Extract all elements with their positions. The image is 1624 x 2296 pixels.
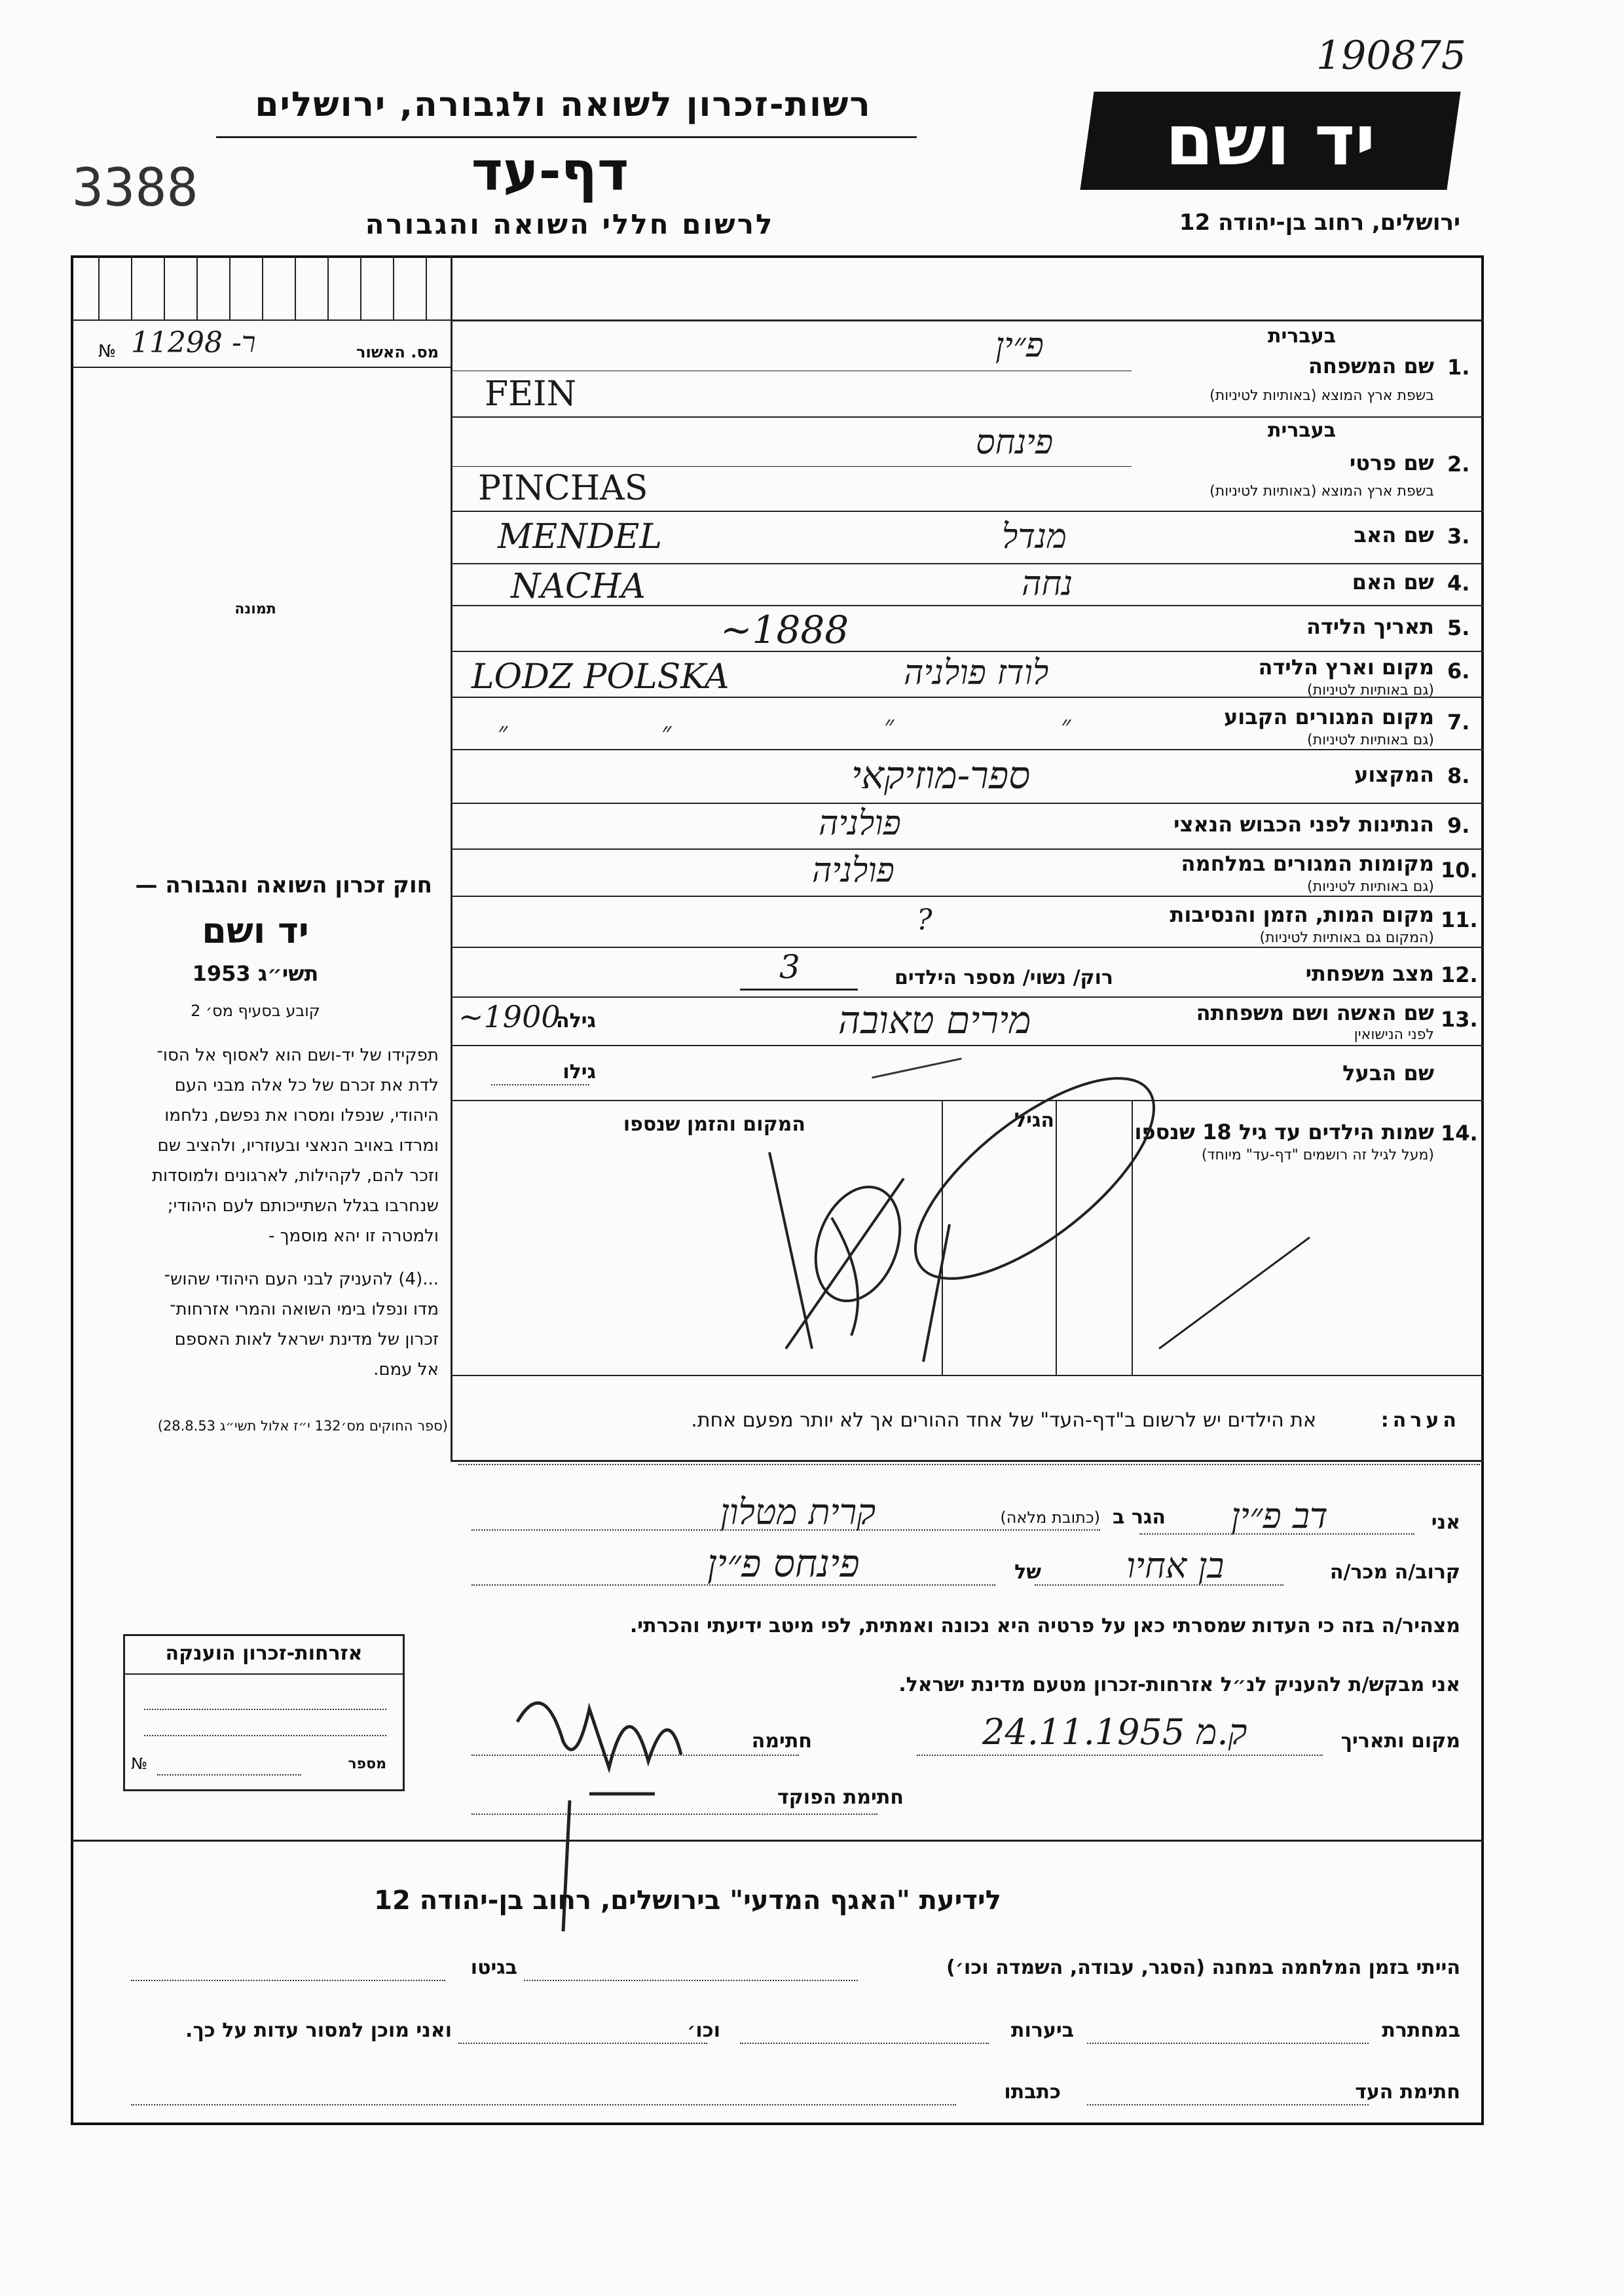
children-col-place: המקום והזמן שנספו: [623, 1113, 805, 1136]
citizenship-box-line-1: [144, 1709, 386, 1710]
field-9-num: 9.: [1447, 813, 1470, 838]
decl-of-label: של: [1014, 1561, 1041, 1584]
bottom-address-label: כתבתו: [1004, 2081, 1061, 2104]
field-7-ditto-1: ״: [1061, 710, 1071, 740]
field-1-num: 1.: [1447, 355, 1470, 380]
bottom-separator: [71, 1840, 1484, 1842]
bottom-etc-label: וכו׳: [687, 2019, 720, 2042]
field-13-num: 13.: [1441, 1007, 1478, 1032]
law-clause: קובע בסעיף מס׳ 2: [191, 1002, 320, 1020]
decl-of-value: פינחס פ״ין: [707, 1541, 860, 1586]
field-8-num: 8.: [1447, 763, 1470, 788]
law-title: חוק זכרון השואה והגבורה —: [135, 872, 432, 898]
bottom-ghetto-label: בגיטו: [470, 1956, 517, 1979]
field-2-num: 2.: [1447, 452, 1470, 477]
field-10-num: 10.: [1441, 858, 1478, 883]
field-7-num: 7.: [1447, 710, 1470, 735]
bottom-forests-label: ביערות: [1011, 2019, 1074, 2042]
citizenship-box-prefix: №: [131, 1755, 147, 1773]
field-1-value-latin: FEIN: [485, 374, 577, 414]
bottom-witness-signature-line: [1087, 2104, 1369, 2105]
citizenship-box-number-label: מספר: [348, 1756, 386, 1772]
field-6-value-he: לודז פולניה: [904, 653, 1049, 693]
children-label: שמות הילדים עד גיל 18 שנספו: [1134, 1120, 1434, 1144]
bottom-etc-line: [458, 2043, 707, 2044]
field-13-sub: לפני הנישואין: [1354, 1027, 1434, 1043]
field-3-value-latin: MENDEL: [498, 517, 662, 556]
field-5-label: תאריך הלידה: [1306, 614, 1434, 639]
logo-text: יד ושם: [1165, 100, 1376, 181]
field-2-value-latin: PINCHAS: [478, 469, 648, 508]
field-12-value: 3: [779, 948, 800, 986]
field-1-hint: בעברית: [1268, 325, 1336, 348]
bottom-title: לידיעת "האגף המדעי" בירושלים, רחוב בן-יהודה 12: [374, 1886, 1001, 1916]
field-6-sub: (גם באותיות לטיניות): [1307, 682, 1434, 699]
decl-resides-hint: (כתובת מלאה): [1000, 1508, 1100, 1527]
bottom-address-line: [131, 2104, 956, 2105]
bottom-underground-line: [1087, 2043, 1369, 2044]
field-husband-age-label: גילו: [563, 1061, 596, 1084]
field-2-label: שם פרטי: [1349, 450, 1434, 475]
bottom-camp-line: [524, 1980, 858, 1981]
field-6-value-latin: LODZ POLSKA: [471, 657, 729, 697]
field-2-sub: בשפת ארץ המוצא (באותיות לטיניות): [1209, 483, 1434, 500]
form-title: דף-עד: [471, 141, 629, 203]
citizenship-box-line-2: [144, 1735, 386, 1736]
field-5-value: ~1888: [720, 608, 849, 652]
citizenship-box-title: אזרחות-זכרון הוענקה: [165, 1642, 363, 1665]
bottom-ready-label: ואני מוכן למסור עדות על כך.: [185, 2019, 452, 2042]
note-text: את הילדים יש לרשום ב"דף-העד" של אחד ההורים אך לא יותר מפעם אחת.: [691, 1409, 1316, 1432]
field-1-value-he: פ״ין: [995, 326, 1044, 365]
decl-officer-signature-label: חתימת הפוקד: [777, 1786, 904, 1809]
field-7-ditto-4: ״: [498, 717, 508, 747]
field-1-label: שם המשפחה: [1308, 354, 1434, 378]
bottom-forests-line: [740, 2043, 989, 2044]
corner-number: 190875: [1316, 33, 1467, 79]
field-11-sub: (המקום גם באותיות לטיניות): [1259, 930, 1434, 946]
law-name: יד ושם: [202, 910, 309, 951]
field-3-num: 3.: [1447, 524, 1470, 549]
citizenship-box-number-line: [157, 1774, 301, 1776]
citizenship-box-title-line: [123, 1673, 405, 1675]
field-5-num: 5.: [1447, 615, 1470, 640]
photo-label: תמונה: [234, 601, 276, 617]
field-9-label: הנתינות לפני הכבוש הנאצי: [1173, 812, 1434, 837]
field-7-ditto-3: ״: [661, 717, 672, 747]
decl-resides-value: קרית מטלון: [720, 1491, 876, 1533]
bottom-ghetto-line: [131, 1980, 445, 1981]
bottom-witness-signature-label: חתימת העד: [1355, 2081, 1460, 2104]
approval-prefix: №: [98, 342, 117, 361]
approval-value: 11298 -ר: [131, 326, 256, 359]
children-sub: (מעל לגיל זה רושמים "דף-עד" מיוחד): [1201, 1147, 1434, 1163]
approval-label: מס. האשור: [356, 343, 439, 361]
field-12-label: מצב משפחתי: [1305, 961, 1434, 986]
field-12-options: רוק/ נשוי/ מספר הילדים: [894, 966, 1113, 989]
field-12-num: 12.: [1441, 962, 1478, 987]
field-8-value-he: ספר-מוזיקאי: [851, 753, 1031, 797]
field-4-value-latin: NACHA: [511, 567, 646, 606]
field-8-label: המקצוע: [1354, 762, 1434, 787]
decl-relative-value: בן אחיו: [1126, 1545, 1225, 1586]
decl-i-value: דב פ״ין: [1231, 1495, 1328, 1537]
field-1-sub: בשפת ארץ המוצא (באותיות לטיניות): [1209, 388, 1434, 404]
field-9-value-he: פולניה: [819, 804, 901, 843]
field-7-ditto-2: ״: [884, 710, 895, 740]
law-year: תשי״ג 1953: [192, 961, 319, 986]
field-13-value-he: מירים טאובה: [838, 998, 1031, 1042]
field-10-sub: (גם באותיות לטיניות): [1307, 879, 1434, 895]
field-11-num: 11.: [1441, 907, 1478, 932]
field-7-sub: (גם באותיות לטיניות): [1307, 732, 1434, 748]
bottom-underground-label: במחתרת: [1382, 2019, 1460, 2042]
decl-relative-label: קרוב/ה מכר/ה: [1329, 1561, 1460, 1584]
field-11-value: ?: [917, 903, 932, 937]
field-13-label: שם האשה ושם משפחתה: [1196, 1000, 1434, 1025]
field-7-label: מקום המגורים הקבוע: [1223, 704, 1434, 729]
field-10-label: מקומות המגורים במלחמה: [1181, 851, 1434, 876]
field-13-age-label: גילה: [556, 1010, 596, 1032]
field-6-label: מקום וארץ הלידה: [1258, 655, 1434, 680]
note-lead: הערה:: [1380, 1409, 1460, 1432]
children-col-age: הגיל: [1014, 1109, 1054, 1132]
law-source: (ספר החוקים מס׳132 י״ז אלול תשי״ג 28.8.53): [157, 1418, 448, 1434]
field-4-num: 4.: [1447, 571, 1470, 596]
authority-title: רשות-זכרון לשואה ולגבורה, ירושלים: [255, 85, 872, 124]
children-num: 14.: [1441, 1121, 1478, 1146]
decl-resides-label: הגר ב: [1113, 1506, 1166, 1529]
bottom-camp-label: הייתי בזמן המלחמה במחנה (הסגר, עבודה, השמדה וכו׳): [946, 1956, 1460, 1979]
field-6-num: 6.: [1447, 659, 1470, 683]
field-11-label: מקום המות, הזמן והנסיבות: [1170, 902, 1434, 927]
field-4-value-he: נחה: [1022, 564, 1073, 604]
address: ירושלים, רחוב בן-יהודה 12: [1179, 210, 1460, 236]
field-husband-label: שם הבעל: [1342, 1061, 1434, 1085]
field-4-label: שם האם: [1352, 570, 1434, 594]
stamp-number: 3388: [72, 157, 198, 218]
field-2-value-he: פינחס: [976, 423, 1054, 462]
decl-statement: מצהיר/ה בזה כי העדות שמסרתי כאן על פרטיה היא נכונה ואמתית, לפי מיטב ידיעתי והכרתי.: [629, 1614, 1460, 1637]
field-10-value-he: פולניה: [812, 851, 895, 890]
field-3-label: שם האב: [1354, 522, 1434, 547]
field-3-value-he: מנדל: [1002, 517, 1067, 556]
decl-signature-label: חתימה: [751, 1730, 812, 1753]
form-subtitle: לרשום חללי השואה והגבורה: [365, 208, 775, 240]
field-2-hint: בעברית: [1268, 419, 1336, 442]
decl-request: אני מבקש/ת להעניק לנ״ל אזרחות-זכרון מטעם מדינת ישראל.: [898, 1673, 1460, 1696]
decl-place-date-value: ק.מ 24.11.1955: [982, 1711, 1247, 1753]
field-13-age-value: ~1900: [458, 999, 561, 1034]
decl-place-date-label: מקום ותאריך: [1340, 1730, 1460, 1753]
decl-i-label: אני: [1431, 1511, 1460, 1534]
